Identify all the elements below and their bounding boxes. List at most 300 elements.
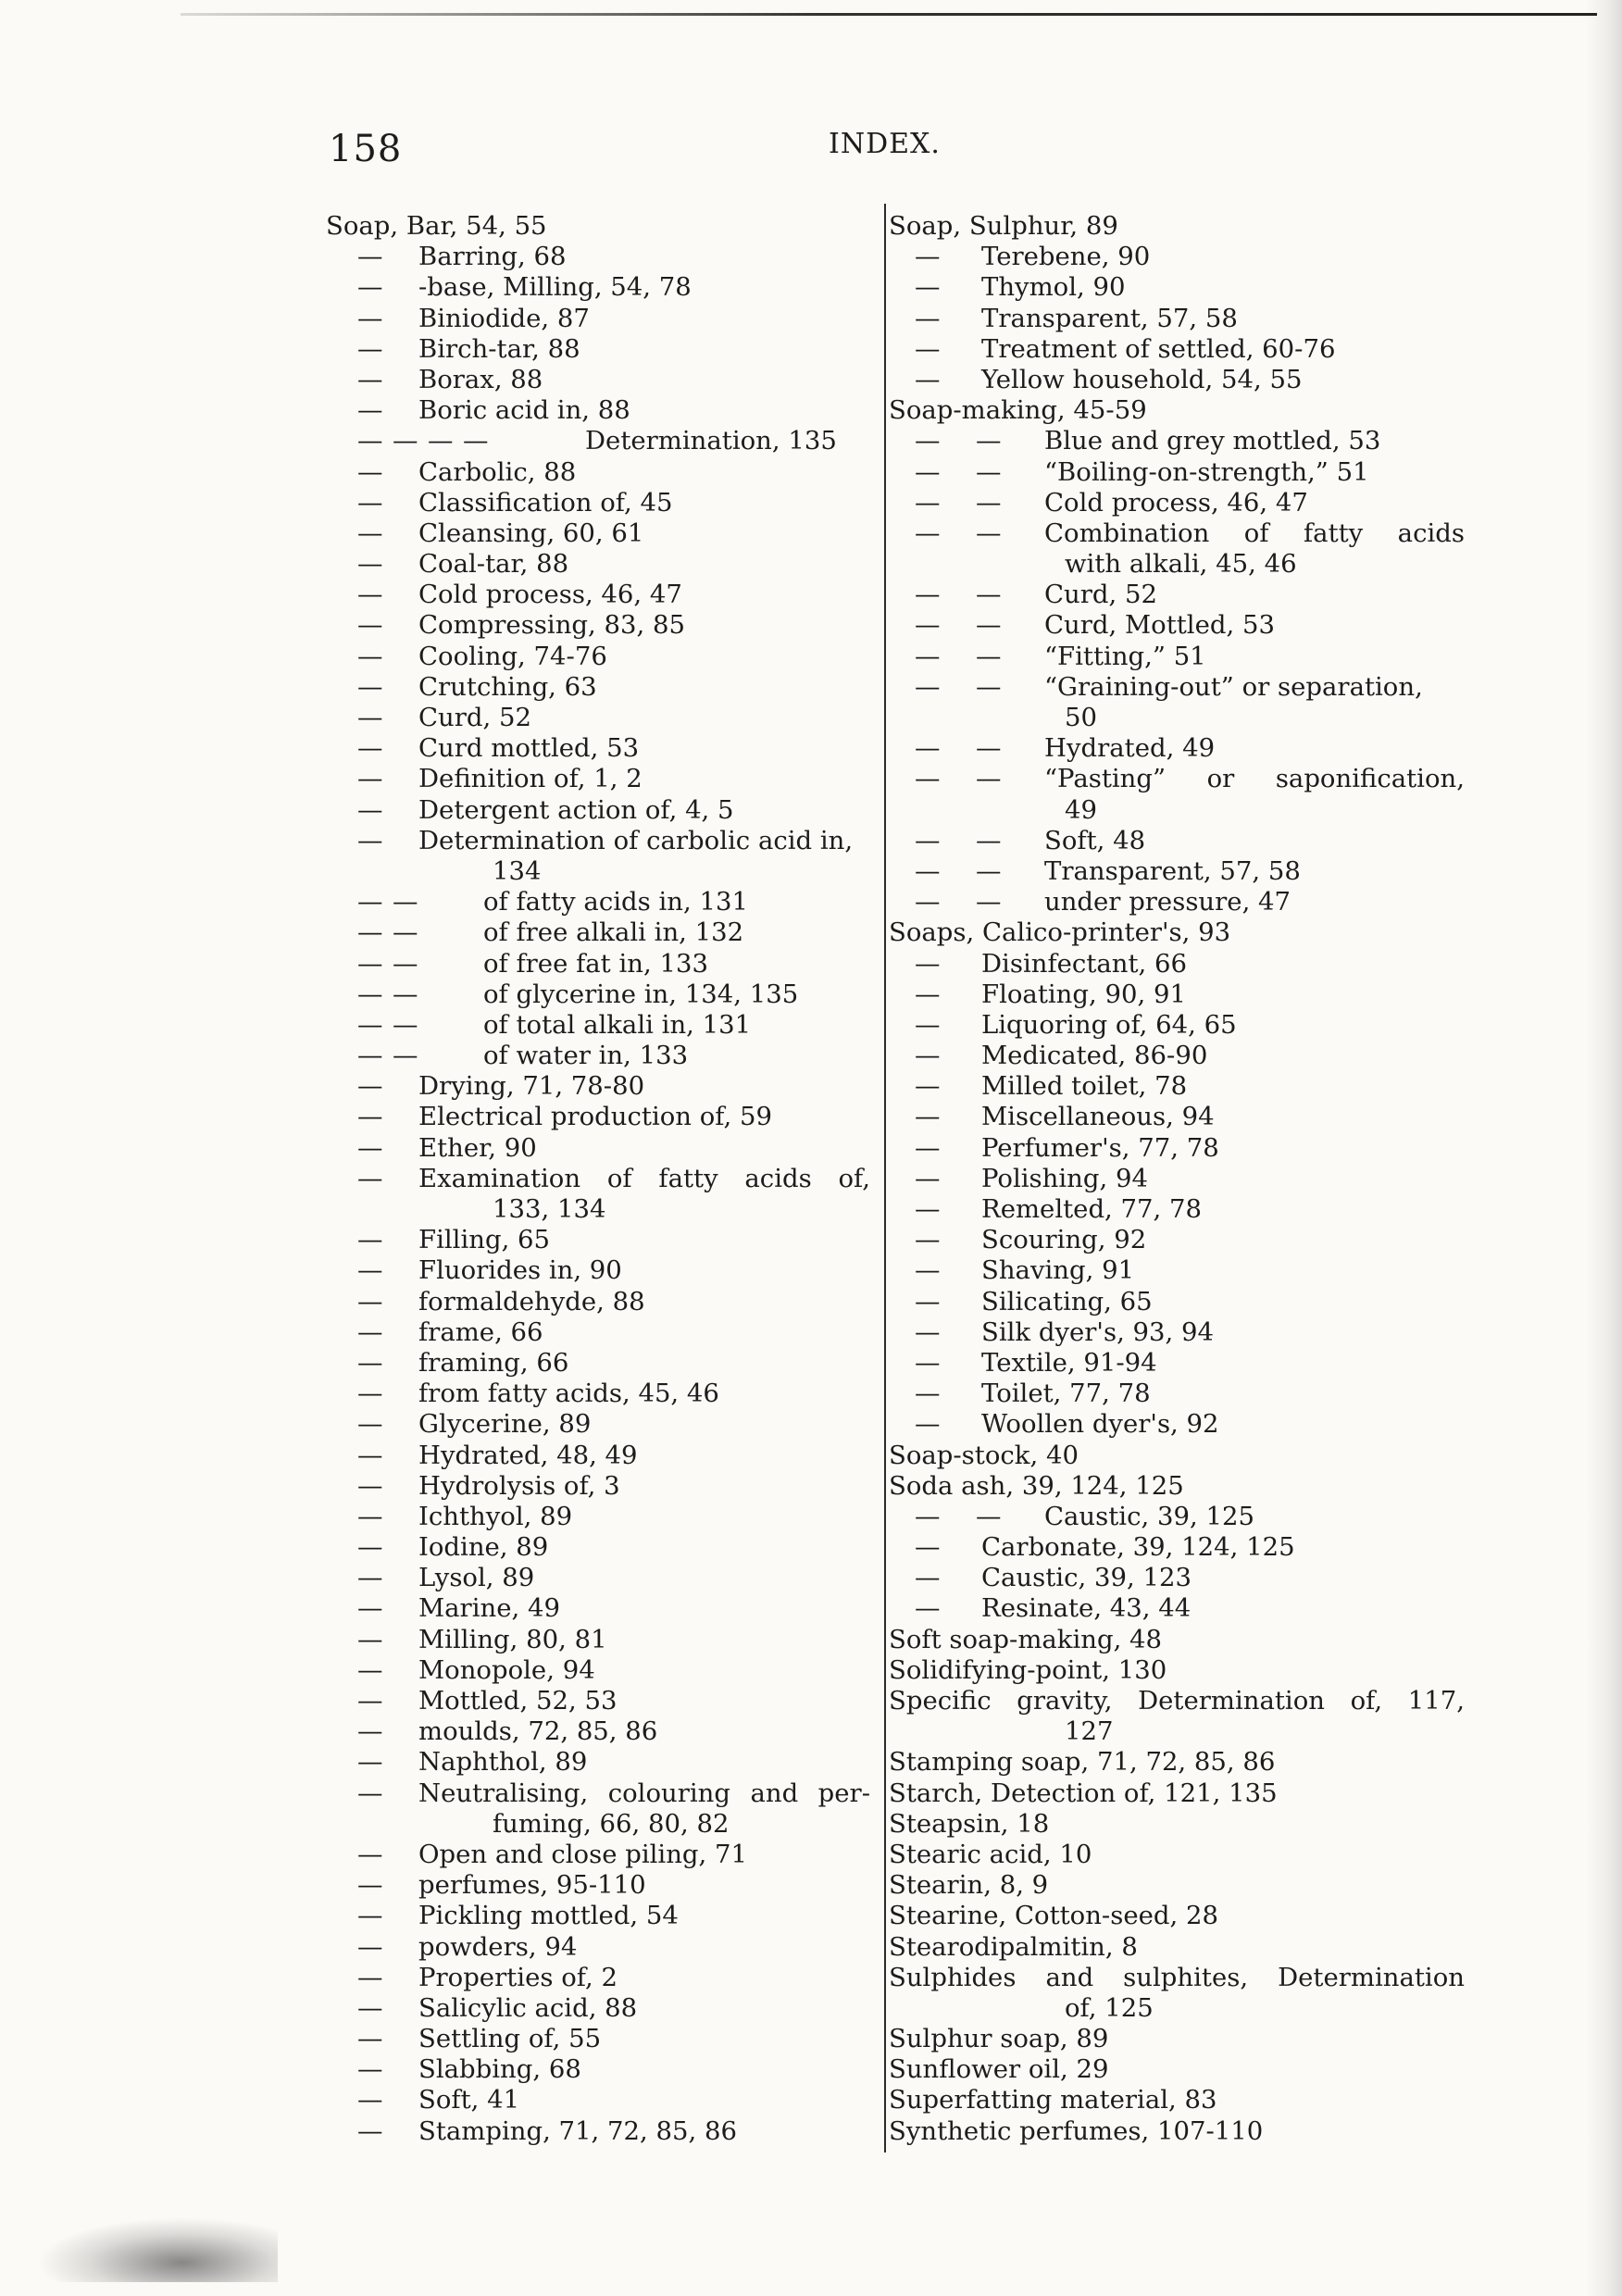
index-entry — [326, 1502, 872, 1532]
index-dash: — — [976, 456, 1002, 487]
index-dash: — — [357, 395, 383, 426]
page-number: 158 — [329, 128, 403, 170]
index-dash: — — [357, 518, 383, 548]
index-entry — [889, 1625, 1500, 1655]
index-entry-text: frame, 66 — [418, 1316, 543, 1347]
index-entry — [889, 1164, 1500, 1194]
index-entry — [889, 1255, 1500, 1286]
index-entry-text: Cold process, 46, 47 — [418, 580, 682, 610]
index-entry-continuation — [326, 1809, 872, 1840]
index-dash: — — [357, 1870, 383, 1901]
index-dash: — — [357, 1747, 383, 1778]
index-dash: — — [915, 487, 941, 518]
index-dash: — — [357, 948, 383, 979]
index-entry-text: Cold process, 46, 47 — [1044, 487, 1308, 518]
index-entry-text: Soda ash, 39, 124, 125 — [889, 1470, 1184, 1501]
index-entry — [889, 426, 1500, 456]
index-dash: — — [915, 1071, 941, 1102]
index-entry — [326, 1563, 872, 1593]
index-entry-text: Terebene, 90 — [981, 242, 1151, 272]
index-entry — [889, 1901, 1500, 1931]
index-entry — [889, 457, 1500, 488]
index-entry-text: Curd, 52 — [418, 703, 531, 732]
index-column-left — [326, 211, 872, 2147]
index-dash: — — [357, 979, 383, 1009]
index-entry-text: of free fat in, 133 — [483, 948, 708, 979]
index-entry-text: Drying, 71, 78-80 — [418, 1071, 645, 1102]
index-entry-text: Stearin, 8, 9 — [889, 1870, 1049, 1901]
index-dash: — — [976, 671, 1002, 702]
index-entry-text: Silk dyer's, 93, 94 — [981, 1316, 1215, 1347]
index-entry-text: Cooling, 74-76 — [418, 641, 607, 671]
index-entry — [326, 980, 872, 1010]
index-entry — [889, 1870, 1500, 1901]
index-dash: — — [915, 1347, 941, 1378]
index-entry-text: powders, 94 — [418, 1931, 578, 1962]
index-entry — [889, 1471, 1500, 1502]
index-dash: — — [915, 1041, 941, 1071]
index-dash: — — [357, 303, 383, 333]
index-dash: — — [357, 1778, 383, 1808]
index-entry — [326, 1471, 872, 1502]
index-column-right — [889, 211, 1500, 2147]
index-entry — [326, 949, 872, 980]
index-dash: — — [915, 1563, 941, 1593]
index-dash: — — [357, 1409, 383, 1440]
index-entry-text: Compressing, 83, 85 — [418, 610, 685, 641]
index-entry — [889, 1225, 1500, 1255]
index-dash: — — [915, 855, 941, 886]
index-entry-text: of free alkali in, 132 — [483, 917, 744, 948]
index-dash: — — [976, 887, 1002, 917]
index-dash: — — [357, 549, 383, 580]
index-entry — [326, 518, 872, 549]
index-dash: — — [357, 917, 383, 948]
index-entry — [326, 365, 872, 395]
index-dash: — — [357, 364, 383, 394]
index-entry — [326, 1102, 872, 1132]
index-entry — [889, 1747, 1500, 1778]
index-entry-text: Definition of, 1, 2 — [418, 764, 643, 794]
index-entry — [326, 764, 872, 794]
index-entry-text: 50 — [1065, 703, 1097, 732]
index-entry — [889, 1010, 1500, 1041]
index-entry-text: 134 — [493, 855, 542, 886]
index-dash: — — [357, 1440, 383, 1470]
index-entry-text: Detergent action of, 4, 5 — [418, 794, 734, 825]
index-entry-text: Soap-making, 45-59 — [889, 395, 1147, 426]
index-entry — [326, 242, 872, 272]
index-entry — [326, 1963, 872, 1993]
index-dash: — — [393, 426, 418, 456]
index-entry-text: from fatty acids, 45, 46 — [418, 1379, 719, 1409]
index-entry-text: Soap-stock, 40 — [889, 1440, 1079, 1470]
index-entry — [326, 457, 872, 488]
index-entry — [889, 764, 1500, 794]
index-entry — [326, 395, 872, 426]
index-dash: — — [915, 1316, 941, 1347]
index-entry-text: Shaving, 91 — [981, 1255, 1135, 1286]
index-entry — [326, 1593, 872, 1624]
index-entry-continuation — [889, 1993, 1500, 2024]
index-entry — [326, 272, 872, 303]
index-entry-text: Polishing, 94 — [981, 1163, 1148, 1193]
index-entry-text: Salicylic acid, 88 — [418, 1992, 638, 2023]
index-entry — [326, 2054, 872, 2085]
index-entry-text: Hydrolysis of, 3 — [418, 1470, 620, 1501]
index-entry — [326, 1716, 872, 1747]
index-dash: — — [915, 1286, 941, 1316]
index-entry-text: Perfumer's, 77, 78 — [981, 1132, 1219, 1163]
index-entry-text: Curd mottled, 53 — [418, 733, 640, 764]
index-dash: — — [357, 272, 383, 303]
index-entry — [889, 1655, 1500, 1686]
index-entry — [326, 703, 872, 733]
index-dash: — — [428, 426, 454, 456]
index-entry-text: Miscellaneous, 94 — [981, 1102, 1215, 1132]
index-entry — [889, 1287, 1500, 1317]
index-entry — [889, 1778, 1500, 1809]
index-dash: — — [357, 794, 383, 825]
index-entry — [889, 488, 1500, 518]
index-entry-text: Monopole, 94 — [418, 1654, 595, 1685]
index-entry-text: Lysol, 89 — [418, 1563, 535, 1593]
index-entry — [326, 642, 872, 672]
index-entry-text: Mottled, 52, 53 — [418, 1686, 618, 1716]
index-entry — [326, 304, 872, 334]
index-dash: — — [915, 979, 941, 1009]
index-entry — [889, 733, 1500, 764]
index-entry-text: 49 — [1065, 794, 1097, 825]
index-dash: — — [357, 1992, 383, 2023]
index-entry-text: Yellow household, 54, 55 — [981, 364, 1303, 394]
index-entry-text: Milled toilet, 78 — [981, 1071, 1188, 1102]
index-entry — [326, 1993, 872, 2024]
index-entry-text: Sulphides and sulphites, Determination — [889, 1962, 1465, 1992]
index-dash: — — [976, 487, 1002, 518]
index-entry — [889, 242, 1500, 272]
index-entry — [326, 1348, 872, 1379]
index-dash: — — [976, 610, 1002, 641]
index-dash: — — [393, 979, 418, 1009]
index-entry-text: Treatment of settled, 60-76 — [981, 333, 1336, 364]
index-entry-text: perfumes, 95-110 — [418, 1870, 646, 1901]
index-entry — [889, 1194, 1500, 1225]
index-dash: — — [976, 825, 1002, 855]
index-entry-text: Biniodide, 87 — [418, 303, 590, 333]
index-entry-text: Scouring, 92 — [981, 1225, 1147, 1255]
index-entry-text: Synthetic perfumes, 107-110 — [889, 2115, 1264, 2146]
index-dash: — — [357, 825, 383, 855]
index-entry-text: Slabbing, 68 — [418, 2054, 581, 2085]
top-rule — [181, 13, 1597, 16]
index-entry-text: moulds, 72, 85, 86 — [418, 1716, 658, 1747]
index-entry — [889, 395, 1500, 426]
index-entry-text: Transparent, 57, 58 — [1044, 855, 1301, 886]
index-entry — [326, 2116, 872, 2147]
index-dash: — — [357, 1624, 383, 1654]
index-entry-text: Thymol, 90 — [981, 272, 1126, 303]
index-entry-text: Marine, 49 — [418, 1593, 560, 1624]
index-entry — [326, 1133, 872, 1164]
index-entry-text: Stamping, 71, 72, 85, 86 — [418, 2115, 737, 2146]
index-entry — [326, 211, 872, 242]
index-entry-text: Borax, 88 — [418, 364, 543, 394]
index-dash: — — [357, 733, 383, 764]
index-entry — [889, 856, 1500, 887]
index-dash: — — [915, 364, 941, 394]
index-dash: — — [915, 1532, 941, 1563]
index-entry-text: Open and close piling, 71 — [418, 1839, 747, 1869]
index-entry-text: Boric acid in, 88 — [418, 395, 630, 426]
index-dash: — — [915, 1409, 941, 1440]
index-dash: — — [976, 580, 1002, 610]
index-entry-text: Carbonate, 39, 124, 125 — [981, 1532, 1295, 1563]
index-entry-text: of, 125 — [1065, 1992, 1154, 2023]
index-entry-text: Transparent, 57, 58 — [981, 303, 1238, 333]
index-dash: — — [357, 1009, 383, 1040]
index-entry — [889, 1409, 1500, 1440]
index-entry-text: Properties of, 2 — [418, 1962, 618, 1992]
index-entry — [326, 672, 872, 703]
index-entry — [326, 1225, 872, 1255]
index-entry — [326, 795, 872, 826]
index-entry-text: Steapsin, 18 — [889, 1808, 1050, 1839]
index-dash: — — [915, 518, 941, 548]
index-dash: — — [915, 733, 941, 764]
index-dash: — — [357, 887, 383, 917]
index-entry-text: under pressure, 47 — [1044, 887, 1291, 917]
index-entry-text: Glycerine, 89 — [418, 1409, 592, 1440]
running-head: INDEX. — [829, 128, 941, 160]
index-entry — [889, 1379, 1500, 1409]
index-dash: — — [976, 855, 1002, 886]
index-dash: — — [357, 1225, 383, 1255]
index-entry-text: Floating, 90, 91 — [981, 979, 1186, 1009]
index-entry-text: Classification of, 45 — [418, 487, 673, 518]
index-entry — [889, 1102, 1500, 1132]
index-entry — [889, 272, 1500, 303]
index-entry-text: Filling, 65 — [418, 1225, 551, 1255]
index-dash: — — [915, 825, 941, 855]
index-entry-text: Stamping soap, 71, 72, 85, 86 — [889, 1747, 1276, 1778]
index-entry-text: “Boiling-on-strength,” 51 — [1044, 456, 1369, 487]
index-entry-text: of glycerine in, 134, 135 — [483, 979, 799, 1009]
index-entry-text: fuming, 66, 80, 82 — [493, 1808, 730, 1839]
index-entry-text: 133, 134 — [493, 1194, 606, 1224]
index-entry-text: formaldehyde, 88 — [418, 1286, 645, 1316]
index-entry-text: Carbolic, 88 — [418, 456, 577, 487]
index-dash: — — [915, 1225, 941, 1255]
index-dash: — — [393, 917, 418, 948]
index-dash: — — [357, 1470, 383, 1501]
index-dash: — — [393, 948, 418, 979]
index-entry — [889, 304, 1500, 334]
index-dash: — — [357, 456, 383, 487]
index-dash: — — [915, 242, 941, 272]
index-entry-text: Woollen dyer's, 92 — [981, 1409, 1219, 1440]
index-dash: — — [357, 1379, 383, 1409]
index-entry — [326, 1932, 872, 1963]
index-dash: — — [357, 242, 383, 272]
index-entry — [889, 672, 1500, 703]
index-entry-text: Soft, 41 — [418, 2085, 520, 2115]
index-dash: — — [976, 733, 1002, 764]
index-entry — [326, 2085, 872, 2115]
index-dash: — — [357, 1255, 383, 1286]
index-dash: — — [915, 1501, 941, 1531]
index-entry — [889, 610, 1500, 641]
index-entry-continuation — [326, 1194, 872, 1225]
index-entry-text: Solidifying-point, 130 — [889, 1654, 1167, 1685]
index-entry-text: Caustic, 39, 123 — [981, 1563, 1192, 1593]
index-entry-text: Blue and grey mottled, 53 — [1044, 426, 1381, 456]
index-entry-text: with alkali, 45, 46 — [1065, 549, 1297, 580]
index-dash: — — [357, 1132, 383, 1163]
index-entry-text: Stearine, Cotton-seed, 28 — [889, 1901, 1218, 1931]
index-entry-text: Hydrated, 48, 49 — [418, 1440, 638, 1470]
index-dash: — — [915, 1194, 941, 1224]
index-entry — [326, 1686, 872, 1716]
index-entry-text: Curd, 52 — [1044, 580, 1157, 610]
index-entry-text: Sunflower oil, 29 — [889, 2054, 1109, 2085]
index-entry-continuation — [889, 703, 1500, 733]
index-entry-text: Naphthol, 89 — [418, 1747, 588, 1778]
index-dash: — — [357, 1532, 383, 1563]
index-entry-continuation — [326, 856, 872, 887]
index-dash: — — [357, 1316, 383, 1347]
index-dash: — — [357, 1286, 383, 1316]
index-dash: — — [915, 641, 941, 671]
index-entry-text: Electrical production of, 59 — [418, 1102, 772, 1132]
column-rule — [884, 204, 886, 2152]
index-entry — [326, 1164, 872, 1194]
index-entry — [889, 887, 1500, 917]
index-dash: — — [463, 426, 489, 456]
index-entry-text: Textile, 91-94 — [981, 1347, 1157, 1378]
index-entry — [326, 1901, 872, 1931]
index-dash: — — [915, 764, 941, 794]
index-entry-text: Ether, 90 — [418, 1132, 537, 1163]
index-entry-text: Barring, 68 — [418, 242, 567, 272]
index-dash: — — [357, 1686, 383, 1716]
index-entry-text: of water in, 133 — [483, 1041, 689, 1071]
index-entry — [889, 365, 1500, 395]
index-entry — [889, 580, 1500, 610]
index-entry-text: Neutralising, colouring and per- — [418, 1778, 870, 1808]
index-entry-text: “Fitting,” 51 — [1044, 641, 1206, 671]
index-dash: — — [357, 1962, 383, 1992]
index-entry-continuation — [889, 795, 1500, 826]
index-entry — [326, 334, 872, 365]
index-entry — [889, 1932, 1500, 1963]
index-dash: — — [976, 764, 1002, 794]
index-entry — [326, 1255, 872, 1286]
index-entry — [326, 1071, 872, 1102]
index-entry-text: Coal-tar, 88 — [418, 549, 569, 580]
index-dash: — — [357, 1563, 383, 1593]
index-entry-text: of total alkali in, 131 — [483, 1009, 752, 1040]
index-entry-text: “Pasting” or saponification, — [1044, 764, 1465, 794]
index-dash: — — [976, 1501, 1002, 1531]
index-entry-text: Soap, Bar, 54, 55 — [326, 211, 547, 241]
index-dash: — — [915, 426, 941, 456]
index-entry-text: Medicated, 86-90 — [981, 1041, 1208, 1071]
index-dash: — — [357, 703, 383, 732]
index-entry — [326, 1625, 872, 1655]
index-dash: — — [357, 2085, 383, 2115]
index-entry — [326, 1840, 872, 1870]
index-entry — [889, 1041, 1500, 1071]
index-entry-text: Starch, Detection of, 121, 135 — [889, 1778, 1278, 1808]
index-entry-text: Hydrated, 49 — [1044, 733, 1216, 764]
index-entry — [326, 580, 872, 610]
index-entry — [326, 488, 872, 518]
index-entry — [889, 2054, 1500, 2085]
index-entry — [326, 1778, 872, 1809]
index-entry — [889, 1502, 1500, 1532]
index-dash: — — [357, 1654, 383, 1685]
index-dash: — — [357, 610, 383, 641]
index-entry — [889, 1593, 1500, 1624]
index-entry — [889, 949, 1500, 980]
index-dash: — — [915, 948, 941, 979]
index-dash: — — [976, 518, 1002, 548]
index-dash: — — [357, 1071, 383, 1102]
index-entry — [889, 1963, 1500, 1993]
index-entry — [326, 1010, 872, 1041]
index-entry — [326, 1655, 872, 1686]
index-entry-text: Specific gravity, Determination of, 117, — [889, 1686, 1465, 1716]
index-dash: — — [915, 1009, 941, 1040]
index-entry — [326, 917, 872, 948]
index-entry-text: Disinfectant, 66 — [981, 948, 1188, 979]
index-entry-text: Milling, 80, 81 — [418, 1624, 607, 1654]
index-entry — [889, 1071, 1500, 1102]
index-dash: — — [976, 641, 1002, 671]
index-entry-text: Caustic, 39, 125 — [1044, 1501, 1254, 1531]
index-dash: — — [393, 1041, 418, 1071]
index-entry-text: Ichthyol, 89 — [418, 1501, 573, 1531]
index-entry-text: Curd, Mottled, 53 — [1044, 610, 1275, 641]
index-entry — [889, 334, 1500, 365]
index-dash: — — [357, 1041, 383, 1071]
index-dash: — — [357, 1347, 383, 1378]
index-dash: — — [915, 1379, 941, 1409]
index-dash: — — [357, 580, 383, 610]
index-entry-text: Examination of fatty acids of, — [418, 1163, 870, 1193]
index-entry-text: Determination, 135 — [585, 426, 837, 456]
index-entry — [889, 826, 1500, 856]
index-entry-text: Soft soap-making, 48 — [889, 1624, 1163, 1654]
index-entry — [326, 887, 872, 917]
index-entry — [889, 1809, 1500, 1840]
index-entry — [889, 2024, 1500, 2054]
index-dash: — — [357, 333, 383, 364]
index-entry-continuation — [889, 1716, 1500, 1747]
index-entry-text: Toilet, 77, 78 — [981, 1379, 1151, 1409]
index-entry-text: Fluorides in, 90 — [418, 1255, 622, 1286]
index-entry — [889, 1317, 1500, 1348]
index-entry — [326, 1747, 872, 1778]
index-entry — [326, 1041, 872, 1071]
index-entry-text: of fatty acids in, 131 — [483, 887, 748, 917]
index-dash: — — [915, 1132, 941, 1163]
index-entry — [326, 826, 872, 856]
index-dash: — — [357, 2024, 383, 2054]
index-entry-text: Combination of fatty acids — [1044, 518, 1465, 548]
index-entry — [889, 1563, 1500, 1593]
